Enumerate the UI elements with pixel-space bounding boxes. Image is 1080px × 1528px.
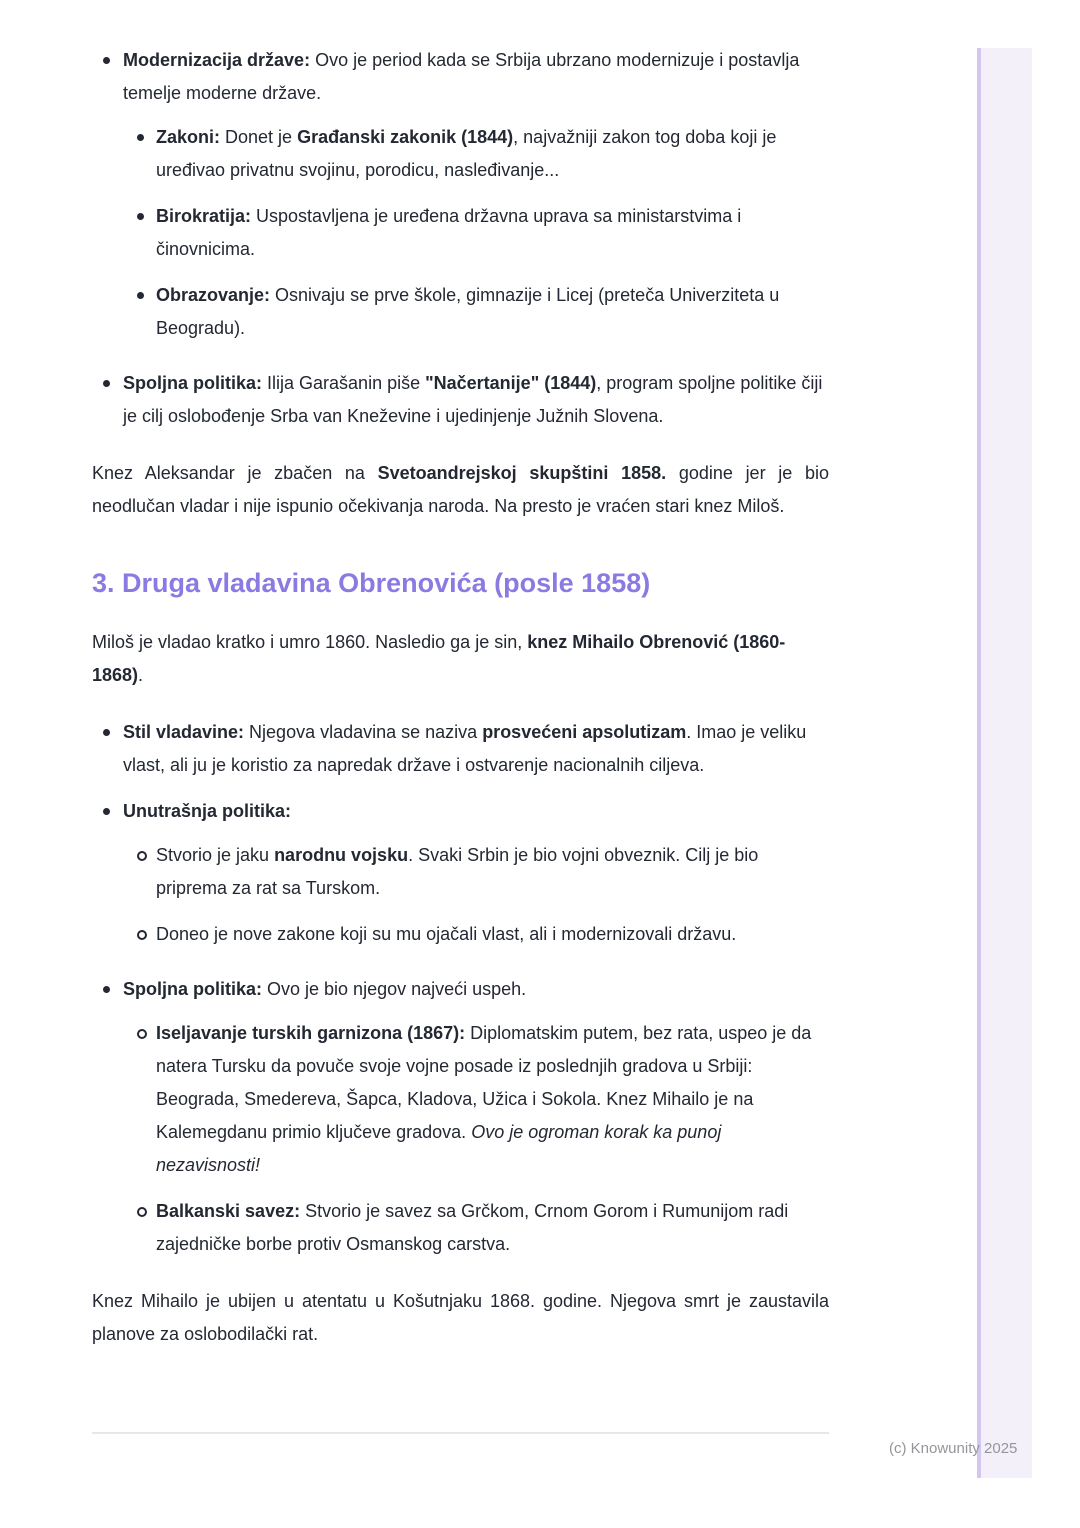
bullet-list-mihailo <box>92 716 829 1261</box>
text-run: Knez Mihailo je ubijen u atentatu u Košutnjaku 1868. godine. Njegova smrt je zaustavila planove za oslobodilački rat. <box>92 1291 829 1344</box>
text-run: Stvorio je savez sa Grčkom, Crnom Gorom i Rumunijom radi zajedničke borbe protiv Osmanskog carstva. <box>156 1201 789 1254</box>
text-run: Njegova vladavina se naziva <box>244 722 483 742</box>
footer-divider <box>92 1432 829 1434</box>
bold-text: Obrazovanje: <box>156 285 271 305</box>
text-run: . Imao je veliku vlast, ali ju je koristio za napredak države i ostvarenje nacionalnih ciljeva. <box>123 722 807 775</box>
text-run: Uspostavljena je uređena državna uprava sa ministarstvima i činovnicima. <box>156 206 742 259</box>
text-run: , najvažniji zakon tog doba koji je uređivao privatnu svojinu, porodicu, nasleđivanje... <box>156 127 777 180</box>
list-item-stil-vladavine <box>92 716 829 782</box>
document-content <box>92 44 829 1375</box>
bold-text: "Načertanije" (1844) <box>425 373 597 393</box>
list-item-narodna-vojska <box>123 839 829 905</box>
list-item-spoljna-politika-2 <box>92 973 829 1261</box>
bold-text: Iseljavanje turskih garnizona (1867): <box>156 1023 466 1043</box>
sub-list-modernizacija <box>123 121 829 345</box>
list-item-spoljna-politika <box>92 367 829 433</box>
bold-text: knez Mihailo Obrenović (1860-1868) <box>92 632 786 685</box>
paragraph-milos <box>92 626 829 692</box>
bold-text: Modernizacija države: <box>123 50 311 70</box>
italic-text: Ovo je ogroman korak ka punoj nezavisnosti! <box>156 1122 722 1175</box>
paragraph-aleksandar <box>92 457 829 523</box>
text-run: Ovo je period kada se Srbija ubrzano modernizuje i postavlja temelje moderne države. <box>123 50 800 103</box>
list-item-modernizacija <box>92 44 829 345</box>
text-run: Donet je <box>220 127 298 147</box>
text-run: . Svaki Srbin je bio vojni obveznik. Cilj je bio priprema za rat sa Turskom. <box>156 845 759 898</box>
text-run: Stvorio je jaku <box>156 845 275 865</box>
text-run: godine jer je bio neodlučan vladar i nije ispunio očekivanja naroda. Na presto je vraćen stari knez Miloš. <box>92 463 829 516</box>
text-run: , program spoljne politike čiji je cilj oslobođenje Srba van Kneževine i ujedinjenje Južnih Slovena. <box>123 373 823 426</box>
bold-text: prosvećeni apsolutizam <box>482 722 687 742</box>
bold-text: narodnu vojsku <box>274 845 409 865</box>
bold-text: Balkanski savez: <box>156 1201 301 1221</box>
text-run: Diplomatskim putem, bez rata, uspeo je da natera Tursku da povuče svoje vojne posade iz poslednjih gradova u Srbiji: Beograda, Smedereva, Šapca, Kladova, Užica i Sokola. Knez Mihailo je na Kalemegdanu primio ključeve gradova. <box>156 1023 812 1142</box>
bullet-list-modernization <box>92 44 829 433</box>
bold-text: Zakoni: <box>156 127 221 147</box>
text-run: Knez Aleksandar je zbačen na <box>92 463 378 483</box>
text-run: Ovo je bio njegov najveći uspeh. <box>262 979 527 999</box>
list-item-novi-zakoni <box>123 918 829 951</box>
list-item-balkanski-savez <box>123 1195 829 1261</box>
text-run: Doneo je nove zakone koji su mu ojačali vlast, ali i modernizovali državu. <box>156 924 737 944</box>
bold-text: Unutrašnja politika: <box>123 801 292 821</box>
section-heading: 3. Druga vladavina Obrenovića (posle 1858) <box>92 568 651 598</box>
text-run: . <box>138 665 144 685</box>
bold-text: Spoljna politika: <box>123 979 263 999</box>
bold-text: Birokratija: <box>156 206 252 226</box>
list-item-birokratija <box>123 200 829 266</box>
bold-text: Građanski zakonik (1844) <box>297 127 514 147</box>
list-item-iseljavanje-garnizona <box>123 1017 829 1182</box>
bold-text: Stil vladavine: <box>123 722 245 742</box>
bold-text: Spoljna politika: <box>123 373 263 393</box>
paragraph-atentat <box>92 1285 829 1351</box>
copyright-notice: (c) Knowunity 2025 <box>889 1440 1018 1457</box>
list-item-zakoni <box>123 121 829 187</box>
text-run: Ilija Garašanin piše <box>262 373 426 393</box>
text-run: Osnivaju se prve škole, gimnazije i Licej (preteča Univerziteta u Beogradu). <box>156 285 780 338</box>
list-item-obrazovanje <box>123 279 829 345</box>
sub-list-unutrasnja <box>123 839 829 951</box>
page-edge-stripe <box>977 48 1032 1478</box>
sub-list-spoljna <box>123 1017 829 1261</box>
list-item-unutrasnja-politika <box>92 795 829 951</box>
bold-text: Svetoandrejskoj skupštini 1858. <box>377 463 667 483</box>
text-run: Miloš je vladao kratko i umro 1860. Nasledio ga je sin, <box>92 632 528 652</box>
